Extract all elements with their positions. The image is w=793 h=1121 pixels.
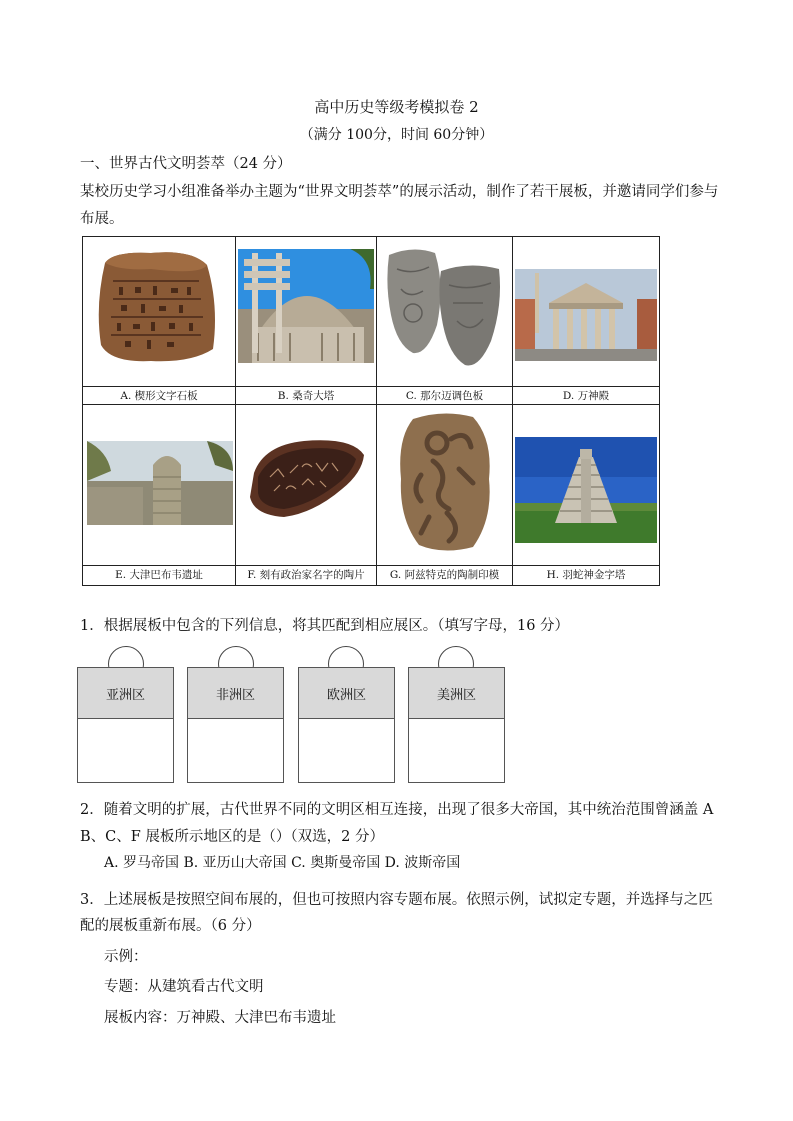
question-1: 1．根据展板中包含的下列信息，将其匹配到相应展区。（填写字母，16 分） bbox=[80, 618, 570, 634]
region-label: 美洲区 bbox=[409, 668, 504, 719]
example-topic: 专题：从建筑看古代文明 bbox=[104, 979, 264, 995]
exhibit-caption: G. 阿兹特克的陶制印模 bbox=[377, 565, 512, 584]
exhibit-cell-d bbox=[513, 237, 659, 405]
example-content: 展板内容：万神殿、大津巴布韦遗址 bbox=[104, 1010, 336, 1026]
pantheon-icon bbox=[515, 269, 657, 361]
exhibit-cell-h bbox=[513, 405, 659, 585]
example-label: 示例： bbox=[104, 949, 148, 965]
exhibit-caption: F. 刻有政治家名字的陶片 bbox=[236, 565, 376, 584]
great-zimbabwe-icon bbox=[87, 441, 233, 525]
exhibit-cell-e bbox=[83, 405, 236, 585]
region-label: 亚洲区 bbox=[78, 668, 173, 719]
region-box-africa[interactable] bbox=[187, 667, 284, 783]
kukulkan-pyramid-icon bbox=[515, 437, 657, 543]
exhibit-caption: B. 桑奇大塔 bbox=[236, 386, 376, 405]
exhibit-grid bbox=[82, 236, 660, 586]
exhibit-cell-g bbox=[377, 405, 513, 585]
region-label: 非洲区 bbox=[188, 668, 283, 719]
exhibit-caption: A. 楔形文字石板 bbox=[83, 386, 235, 405]
region-box-europe[interactable] bbox=[298, 667, 395, 783]
exhibit-caption: E. 大津巴布韦遗址 bbox=[83, 565, 235, 584]
exhibit-caption: H. 羽蛇神金字塔 bbox=[513, 565, 659, 584]
region-box-america[interactable] bbox=[408, 667, 505, 783]
exhibit-cell-f bbox=[236, 405, 377, 585]
narmer-palette-icon bbox=[383, 245, 507, 371]
question-2-options: A. 罗马帝国 B. 亚历山大帝国 C. 奥斯曼帝国 D. 波斯帝国 bbox=[104, 855, 461, 871]
intro-paragraph: 某校历史学习小组准备举办主题为“世界文明荟萃”的展示活动，制作了若干展板，并邀请同学们参与布展。 bbox=[80, 184, 719, 227]
ostracon-icon bbox=[244, 433, 370, 525]
exhibit-caption: D. 万神殿 bbox=[513, 386, 659, 405]
sanchi-stupa-icon bbox=[238, 249, 374, 363]
exhibit-cell-c bbox=[377, 237, 513, 405]
cuneiform-tablet-icon bbox=[91, 245, 223, 369]
page-subtitle: （满分 100分，时间 60分钟） bbox=[299, 127, 494, 143]
region-label: 欧洲区 bbox=[299, 668, 394, 719]
aztec-stamp-icon bbox=[393, 409, 497, 555]
region-box-asia[interactable] bbox=[77, 667, 174, 783]
page-title: 高中历史等级考模拟卷 2 bbox=[314, 98, 479, 116]
exhibit-cell-a bbox=[83, 237, 236, 405]
exhibit-cell-b bbox=[236, 237, 377, 405]
exhibit-caption: C. 那尔迈调色板 bbox=[377, 386, 512, 405]
question-3-line-2: 配的展板重新布展。（6 分） bbox=[80, 918, 261, 934]
section-heading: 一、世界古代文明荟萃（24 分） bbox=[80, 156, 292, 172]
question-2-line-1: 2．随着文明的扩展，古代世界不同的文明区相互连接，出现了很多大帝国，其中统治范围曾涵盖 A bbox=[80, 802, 714, 818]
question-2-line-2: B、C、F 展板所示地区的是（）（双选，2 分） bbox=[80, 829, 385, 845]
question-3-line-1: 3．上述展板是按照空间布展的，但也可按照内容专题布展。依照示例，试拟定专题，并选择与之匹 bbox=[80, 892, 713, 908]
